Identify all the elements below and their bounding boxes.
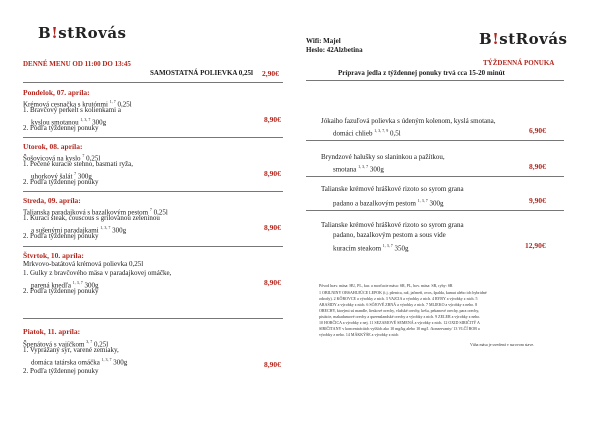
- day-title: Utorok, 08. apríla:: [23, 142, 83, 151]
- main-dish-line: 1. Kurací steak, couscous s grilovanou zeleninou: [23, 214, 160, 222]
- day-title: Streda, 09. apríla:: [23, 196, 81, 205]
- dish-price: 8,90€: [264, 360, 281, 369]
- day-title: Pondelok, 07. apríla:: [23, 88, 90, 97]
- soup-price: 2,90€: [262, 69, 279, 78]
- item-line: padano, bazalkovým pestom a sous vide: [333, 231, 446, 239]
- divider: [306, 210, 564, 211]
- allergen-line: 1 OBILNINY OBSAHUJÚCE LEPOK (t.j. pšenica, raž, jačmeň, ovos, špalda, kamut alebo ich hybridné: [319, 290, 487, 295]
- divider: [306, 176, 564, 177]
- allergen-line: ARAŠIDY a výrobky z nich. 6 SÓJOVÉ ZRNÁ a výrobky z nich. 7 MLIEKO a výrobky z neho. 8: [319, 302, 478, 307]
- item-price: 12,90€: [525, 241, 546, 250]
- item-price: 9,90€: [529, 196, 546, 205]
- allergen-line: Pôvod hrav. mäsa: HU, PL, kur. a morčacie mäsa: SR, PL, hov. mäsa: SR, ryby: SR: [319, 283, 453, 288]
- main-dish-line: 1. Gulky z bravčového mäsa v paradajkovej omáčke,: [23, 269, 172, 277]
- item-line: padano a bazalkovým pestom $^{1, 3, 7}$ 300g: [333, 198, 444, 208]
- day-soup: Mrkvovo-batátová krémová polievka 0,25l: [23, 260, 144, 268]
- divider: [23, 318, 283, 319]
- divider: [23, 82, 283, 83]
- divider: [306, 80, 564, 81]
- item-line: Talianske krémové hráškové rizoto so syrom grana: [321, 221, 464, 229]
- wifi-password: Heslo: 42Alzbetina: [306, 46, 363, 54]
- alt-dish: 2. Podľa týždennej ponuky: [23, 178, 99, 186]
- allergen-line: výrobky z neho. 14 MÄKKÝŠE a výrobky z nich: [319, 332, 399, 337]
- day-soup: Špenátová s vajíčkom $^{3, 7}$ 0,25l: [23, 339, 109, 349]
- day-soup: Šošovicová na kyslo $^7$ 0,25l: [23, 153, 101, 163]
- weekly-header: TÝŽDENNÁ PONUKA: [483, 59, 555, 67]
- alt-dish: 2. Podľa týždennej ponuky: [23, 232, 99, 240]
- item-line: kuracím steakom $^{1, 3, 7}$ 350g: [333, 243, 409, 253]
- main-dish-line: parená knedľa $^{1, 3, 7}$ 300g: [31, 280, 99, 290]
- weekly-menu-page: [303, 0, 606, 429]
- item-line: Bryndzové halušky so slaninkou a pažítkou,: [321, 153, 445, 161]
- item-line: domáci chlieb $^{1, 3, 7, 9}$ 0,5l: [333, 128, 401, 138]
- weight-note: Váha mäsa je uvedená v surovom stave.: [470, 342, 535, 347]
- allergen-line: odrody). 2 KÔROVCE a výrobky z nich. 3 VAJCIA a výrobky z nich. 4 RYBY a výrobky z nich. 5: [319, 296, 478, 301]
- brand-logo: B!stRovás: [479, 30, 568, 48]
- day-title: Piatok, 11. apríla:: [23, 327, 81, 336]
- soup-label: SAMOSTATNÁ POLIEVKA 0,25l: [150, 69, 254, 77]
- alt-dish: 2. Podľa týždennej ponuky: [23, 124, 99, 132]
- item-price: 6,90€: [529, 126, 546, 135]
- main-dish-line: 1. Pečené kuracie stehno, basmati ryža,: [23, 160, 134, 168]
- dish-price: 8,90€: [264, 115, 281, 124]
- day-soup: Talianska paradajková s bazalkovým pestom $^7$ 0,25l: [23, 207, 168, 217]
- day-title: Štvrtok, 10. apríla:: [23, 251, 84, 260]
- main-dish-line: a sušenými paradajkami $^{1, 3, 7}$ 300g: [31, 225, 127, 235]
- alt-dish: 2. Podľa týždennej ponuky: [23, 367, 99, 375]
- weekly-subheader: Príprava jedla z týždennej ponuky trvá cca 15-20 minút: [338, 69, 505, 77]
- main-dish-line: uhorkový šalát $^7$ 300g: [31, 171, 92, 181]
- main-dish-line: domáca tatárska omáčka $^{1, 3, 7}$ 300g: [31, 357, 128, 367]
- allergen-line: 10 HORČICA a výrobky z nej. 11 SEZAMOVÉ SEMENÁ a výrobky z nich. 12 OXID SIRIČITÝ A: [319, 320, 480, 325]
- main-dish-line: kyslou smotanou $^{1, 3, 7}$ 300g: [31, 117, 107, 127]
- main-dish-line: 1. Vyprážaný syr, varené zemiaky,: [23, 346, 119, 354]
- item-line: Jókaiho fazuľová polievka s údeným kolenom, kyslá smotana,: [321, 117, 496, 125]
- item-line: smotana $^{1, 3, 7}$ 300g: [333, 164, 384, 174]
- dish-price: 8,90€: [264, 223, 281, 232]
- item-line: Talianske krémové hráškové rizoto so syrom grana: [321, 185, 464, 193]
- wifi-name: Wifi: Majel: [306, 37, 341, 45]
- divider: [23, 246, 283, 247]
- divider: [23, 191, 283, 192]
- daily-menu-header: DENNÉ MENU OD 11:00 DO 13:45: [23, 60, 131, 68]
- item-price: 8,90€: [529, 162, 546, 171]
- divider: [23, 137, 283, 138]
- dish-price: 8,90€: [264, 278, 281, 287]
- main-dish-line: 1. Bravčový perkelt s kolienkami a: [23, 106, 121, 114]
- brand-logo: B!stRovás: [38, 24, 127, 42]
- allergen-line: SIRIČITANY v koncentráciách vyšších ako 10 mg/kg alebo 10 mg/l. /konzervanty/ 13 VLČÍ BOB a: [319, 326, 480, 331]
- dish-price: 8,90€: [264, 169, 281, 178]
- day-soup: Krémová cesnačka s krutónmi $^{1, 7}$ 0,25l: [23, 99, 132, 109]
- allergen-line: ORECHY, ktorými sú mandle, lieskové orechy, vlašské orechy, kešu, pekanové orechy, para orechy,: [319, 308, 480, 313]
- divider: [306, 140, 564, 141]
- alt-dish: 2. Podľa týždennej ponuky: [23, 287, 99, 295]
- allergen-line: pistácie, makadamové orechy a queenslandské orechy a výrobky z nich. 9 ZELER a výrobky z neho.: [319, 314, 481, 319]
